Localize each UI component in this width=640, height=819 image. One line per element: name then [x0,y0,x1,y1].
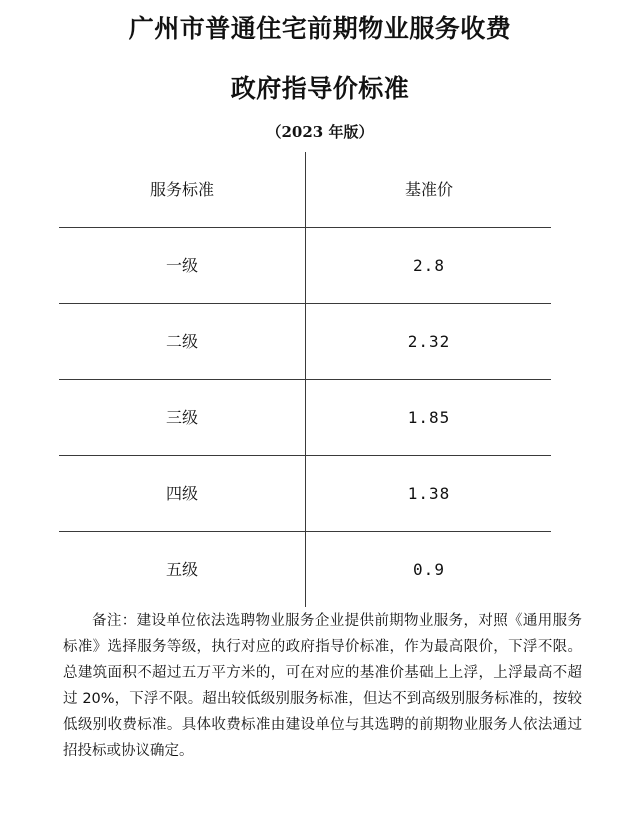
document-subtitle: 政府指导价标准 [230,74,410,103]
price-cell: 2.32 [407,332,451,351]
header-base-price: 基准价 [404,180,453,199]
level-cell: 五级 [165,560,198,579]
price-table [59,152,551,607]
level-cell: 二级 [165,332,198,351]
table-row [59,304,551,380]
document-title: 广州市普通住宅前期物业服务收费 [128,14,512,43]
price-cell: 1.38 [407,484,451,503]
table-row [59,456,551,532]
price-cell: 2.8 [413,256,445,275]
table-header-row [59,152,551,228]
remarks-paragraph: 备注：建设单位依法选聘物业服务企业提供前期物业服务，对照《通用服务标准》选择服务等级，执行对应的政府指导价标准，作为最高限价，下浮不限。总建筑面积不超过五万平方米的，可在对应的基准价基础上上浮，上浮最高不超过 20%，下浮不限。超出较低级别服务标准，但达不到高级别服务标准的，按较低级别收费标准。具体收费标准由建设单位与其选聘的前期物业服务人依法通过招投标或协议确定。 [63,613,582,759]
price-cell: 1.85 [407,408,451,427]
price-cell: 0.9 [413,560,445,579]
table-row [59,380,551,456]
table-row [59,532,551,608]
level-cell: 一级 [165,256,198,275]
header-service-standard: 服务标准 [149,180,214,199]
level-cell: 四级 [165,484,198,503]
edition-label: （2023 年版） [266,123,374,141]
table-row [59,228,551,304]
level-cell: 三级 [165,408,198,427]
